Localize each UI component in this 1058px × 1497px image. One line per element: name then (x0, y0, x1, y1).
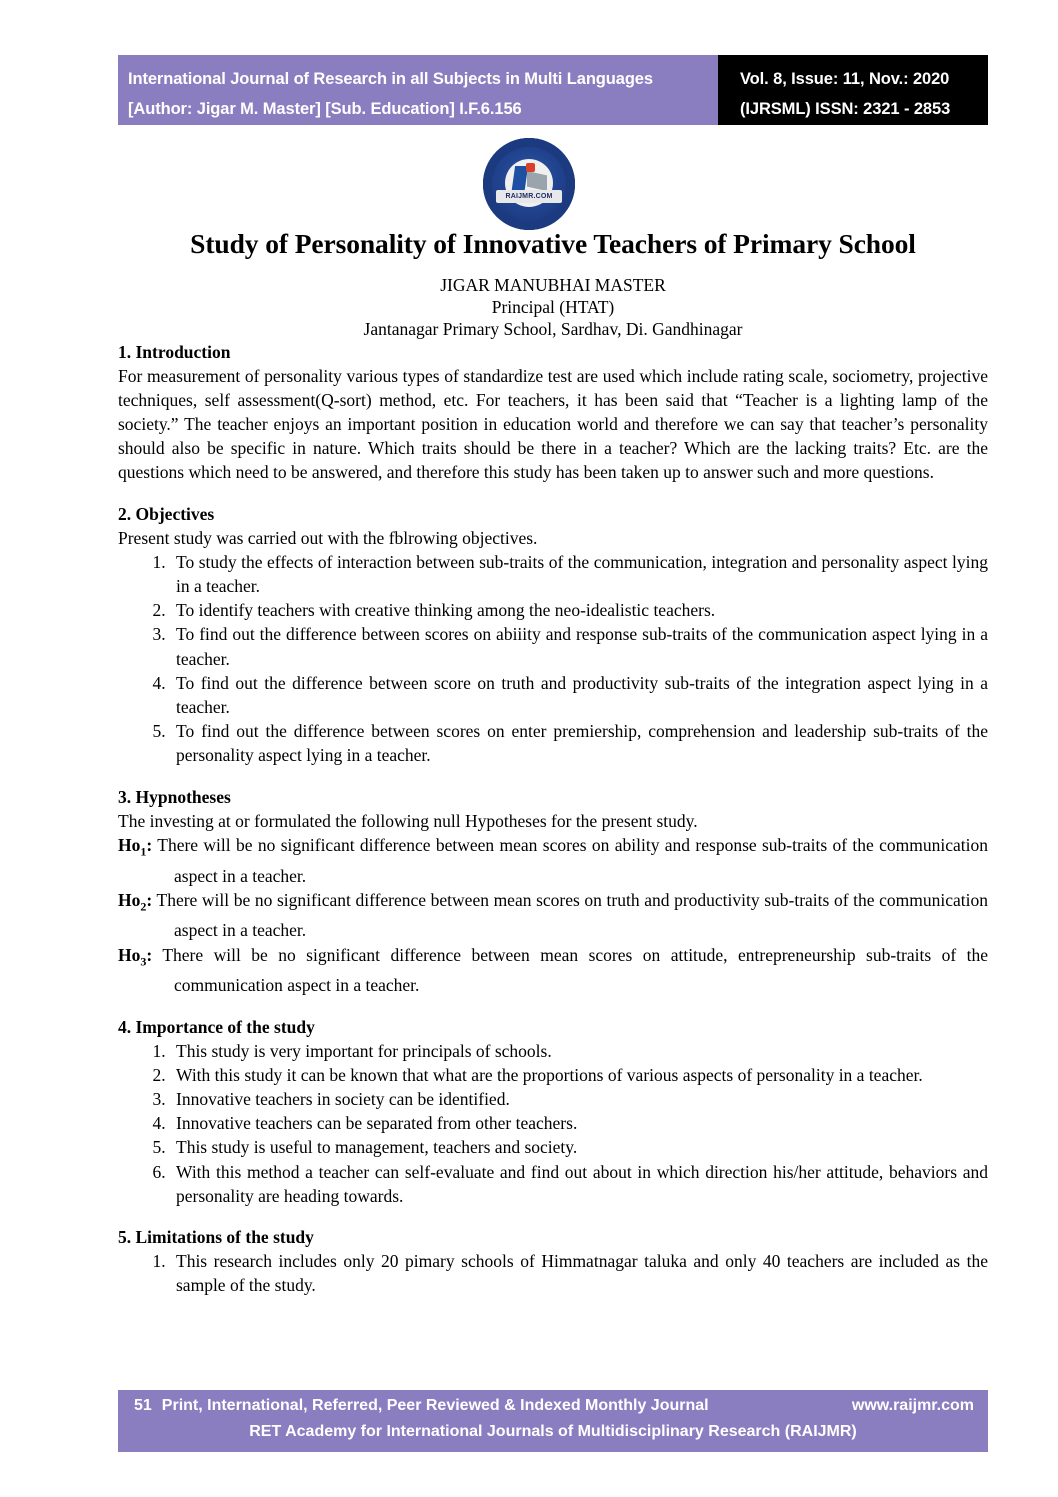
hypothesis-label: $Ho_2$: (118, 889, 153, 914)
logo-red-dot-icon (526, 163, 535, 172)
paper-content (118, 228, 988, 1297)
page-header (118, 55, 988, 125)
list-item: 1. This study is very important for principals of schools. (170, 1039, 988, 1063)
objectives-list (118, 550, 988, 768)
hypothesis-item (118, 833, 988, 888)
list-item: 2. To identify teachers with creative thinking among the neo-idealistic teachers. (170, 598, 988, 622)
list-item: 1. This research includes only 20 pimary schools of Himmatnagar taluka and only 40 teachers are included as the sample of the study. (170, 1249, 988, 1297)
limitations-list (118, 1249, 988, 1297)
objectives-lead: Present study was carried out with the fblrowing objectives. (118, 527, 538, 548)
header-journal-block (118, 55, 718, 125)
footer-description: Print, International, Referred, Peer Reviewed & Indexed Monthly Journal (161, 1396, 709, 1414)
logo-band-text: RAIJMR.COM (496, 190, 562, 203)
logo-grey-wedge-icon (527, 171, 547, 191)
list-item: 3. To find out the difference between scores on abiiity and response sub-traits of the communication aspect lying in a teacher. (170, 622, 988, 670)
author-affiliation: Jantanagar Primary School, Sardhav, Di. Gandhinagar (363, 318, 743, 339)
list-item: 1. To study the effects of interaction between sub-traits of the communication, integration and personality aspect lying in a teacher. (170, 550, 988, 598)
header-issue-block (718, 55, 988, 125)
header-author-subject: [Author: Jigar M. Master] [Sub. Education] I.F.6.156 (128, 100, 522, 118)
hypothesis-item (118, 888, 988, 943)
page-number: 51 (134, 1396, 152, 1414)
author-name: JIGAR MANUBHAI MASTER (440, 274, 666, 295)
footer-website-link[interactable]: www.raijmr.com (851, 1396, 974, 1414)
author-designation: Principal (HTAT) (491, 296, 615, 317)
importance-list (118, 1039, 988, 1208)
introduction-paragraph: For measurement of personality various types of standardize test are used which include rating scale, sociometry, projective techniques, self assessment(Q-sort) method, etc. For teachers, it has been said that “Teacher is a lighting lamp of the society.” The teacher enjoys an important position in education world and therefore we can say that teacher’s personality should also be specific in nature. Which traits should be there in a teacher? Which are the lacking traits? Etc. are the questions which need to be answered, and therefore this study has been taken up to answer such and more questions. (118, 365, 988, 483)
hypothesis-text: There will be no significant difference between mean scores on ability and response sub-traits of the communication aspect in a teacher. (157, 834, 989, 886)
hypothesis-text: There will be no significant difference between mean scores on attitude, entrepreneurship sub-traits of the communication aspect in a teacher. (162, 944, 989, 996)
header-issn: (IJRSML) ISSN: 2321 - 2853 (740, 100, 951, 118)
section-heading-objectives: 2. Objectives (118, 503, 215, 524)
hypotheses-lead: The investing at or formulated the following null Hypotheses for the present study. (118, 810, 698, 831)
list-item: 4. Innovative teachers can be separated from other teachers. (170, 1111, 988, 1135)
section-heading-limitations: 5. Limitations of the study (118, 1227, 314, 1248)
header-volume-issue: Vol. 8, Issue: 11, Nov.: 2020 (740, 70, 950, 88)
hypothesis-label: $Ho_1$: (118, 834, 153, 859)
list-item: 2. With this study it can be known that what are the proportions of various aspects of personality in a teacher. (170, 1063, 988, 1087)
footer-top-row (118, 1390, 988, 1421)
section-heading-importance: 4. Importance of the study (118, 1016, 315, 1037)
hypothesis-item (118, 943, 988, 998)
footer-organization: RET Academy for International Journals of Multidisciplinary Research (RAIJMR) (249, 1423, 857, 1440)
list-item: 6. With this method a teacher can self-evaluate and find out about in which direction his/her attitude, behaviors and personality are heading towards. (170, 1160, 988, 1208)
list-item: 4. To find out the difference between score on truth and productivity sub-traits of the integration aspect lying in a teacher. (170, 671, 988, 719)
header-journal-name: International Journal of Research in all Subjects in Multi Languages (128, 70, 653, 88)
byline (118, 274, 988, 340)
list-item: 5. This study is useful to management, teachers and society. (170, 1135, 988, 1159)
section-heading-hypotheses: 3. Hypnotheses (118, 786, 231, 807)
list-item: 3. Innovative teachers in society can be identified. (170, 1087, 988, 1111)
journal-logo-wrap (0, 138, 1058, 235)
section-heading-introduction: 1. Introduction (118, 341, 231, 362)
page-footer (118, 1390, 988, 1452)
hypothesis-text: There will be no significant difference between mean scores on truth and productivity sub-traits of the communication aspect in a teacher. (156, 889, 988, 941)
list-item: 5. To find out the difference between scores on enter premiership, comprehension and leadership sub-traits of the personality aspect lying in a teacher. (170, 719, 988, 767)
raijmr-logo-icon (483, 138, 575, 230)
hypothesis-label: $Ho_3$: (118, 944, 153, 969)
page-title: Study of Personality of Innovative Teachers of Primary School (190, 228, 916, 259)
